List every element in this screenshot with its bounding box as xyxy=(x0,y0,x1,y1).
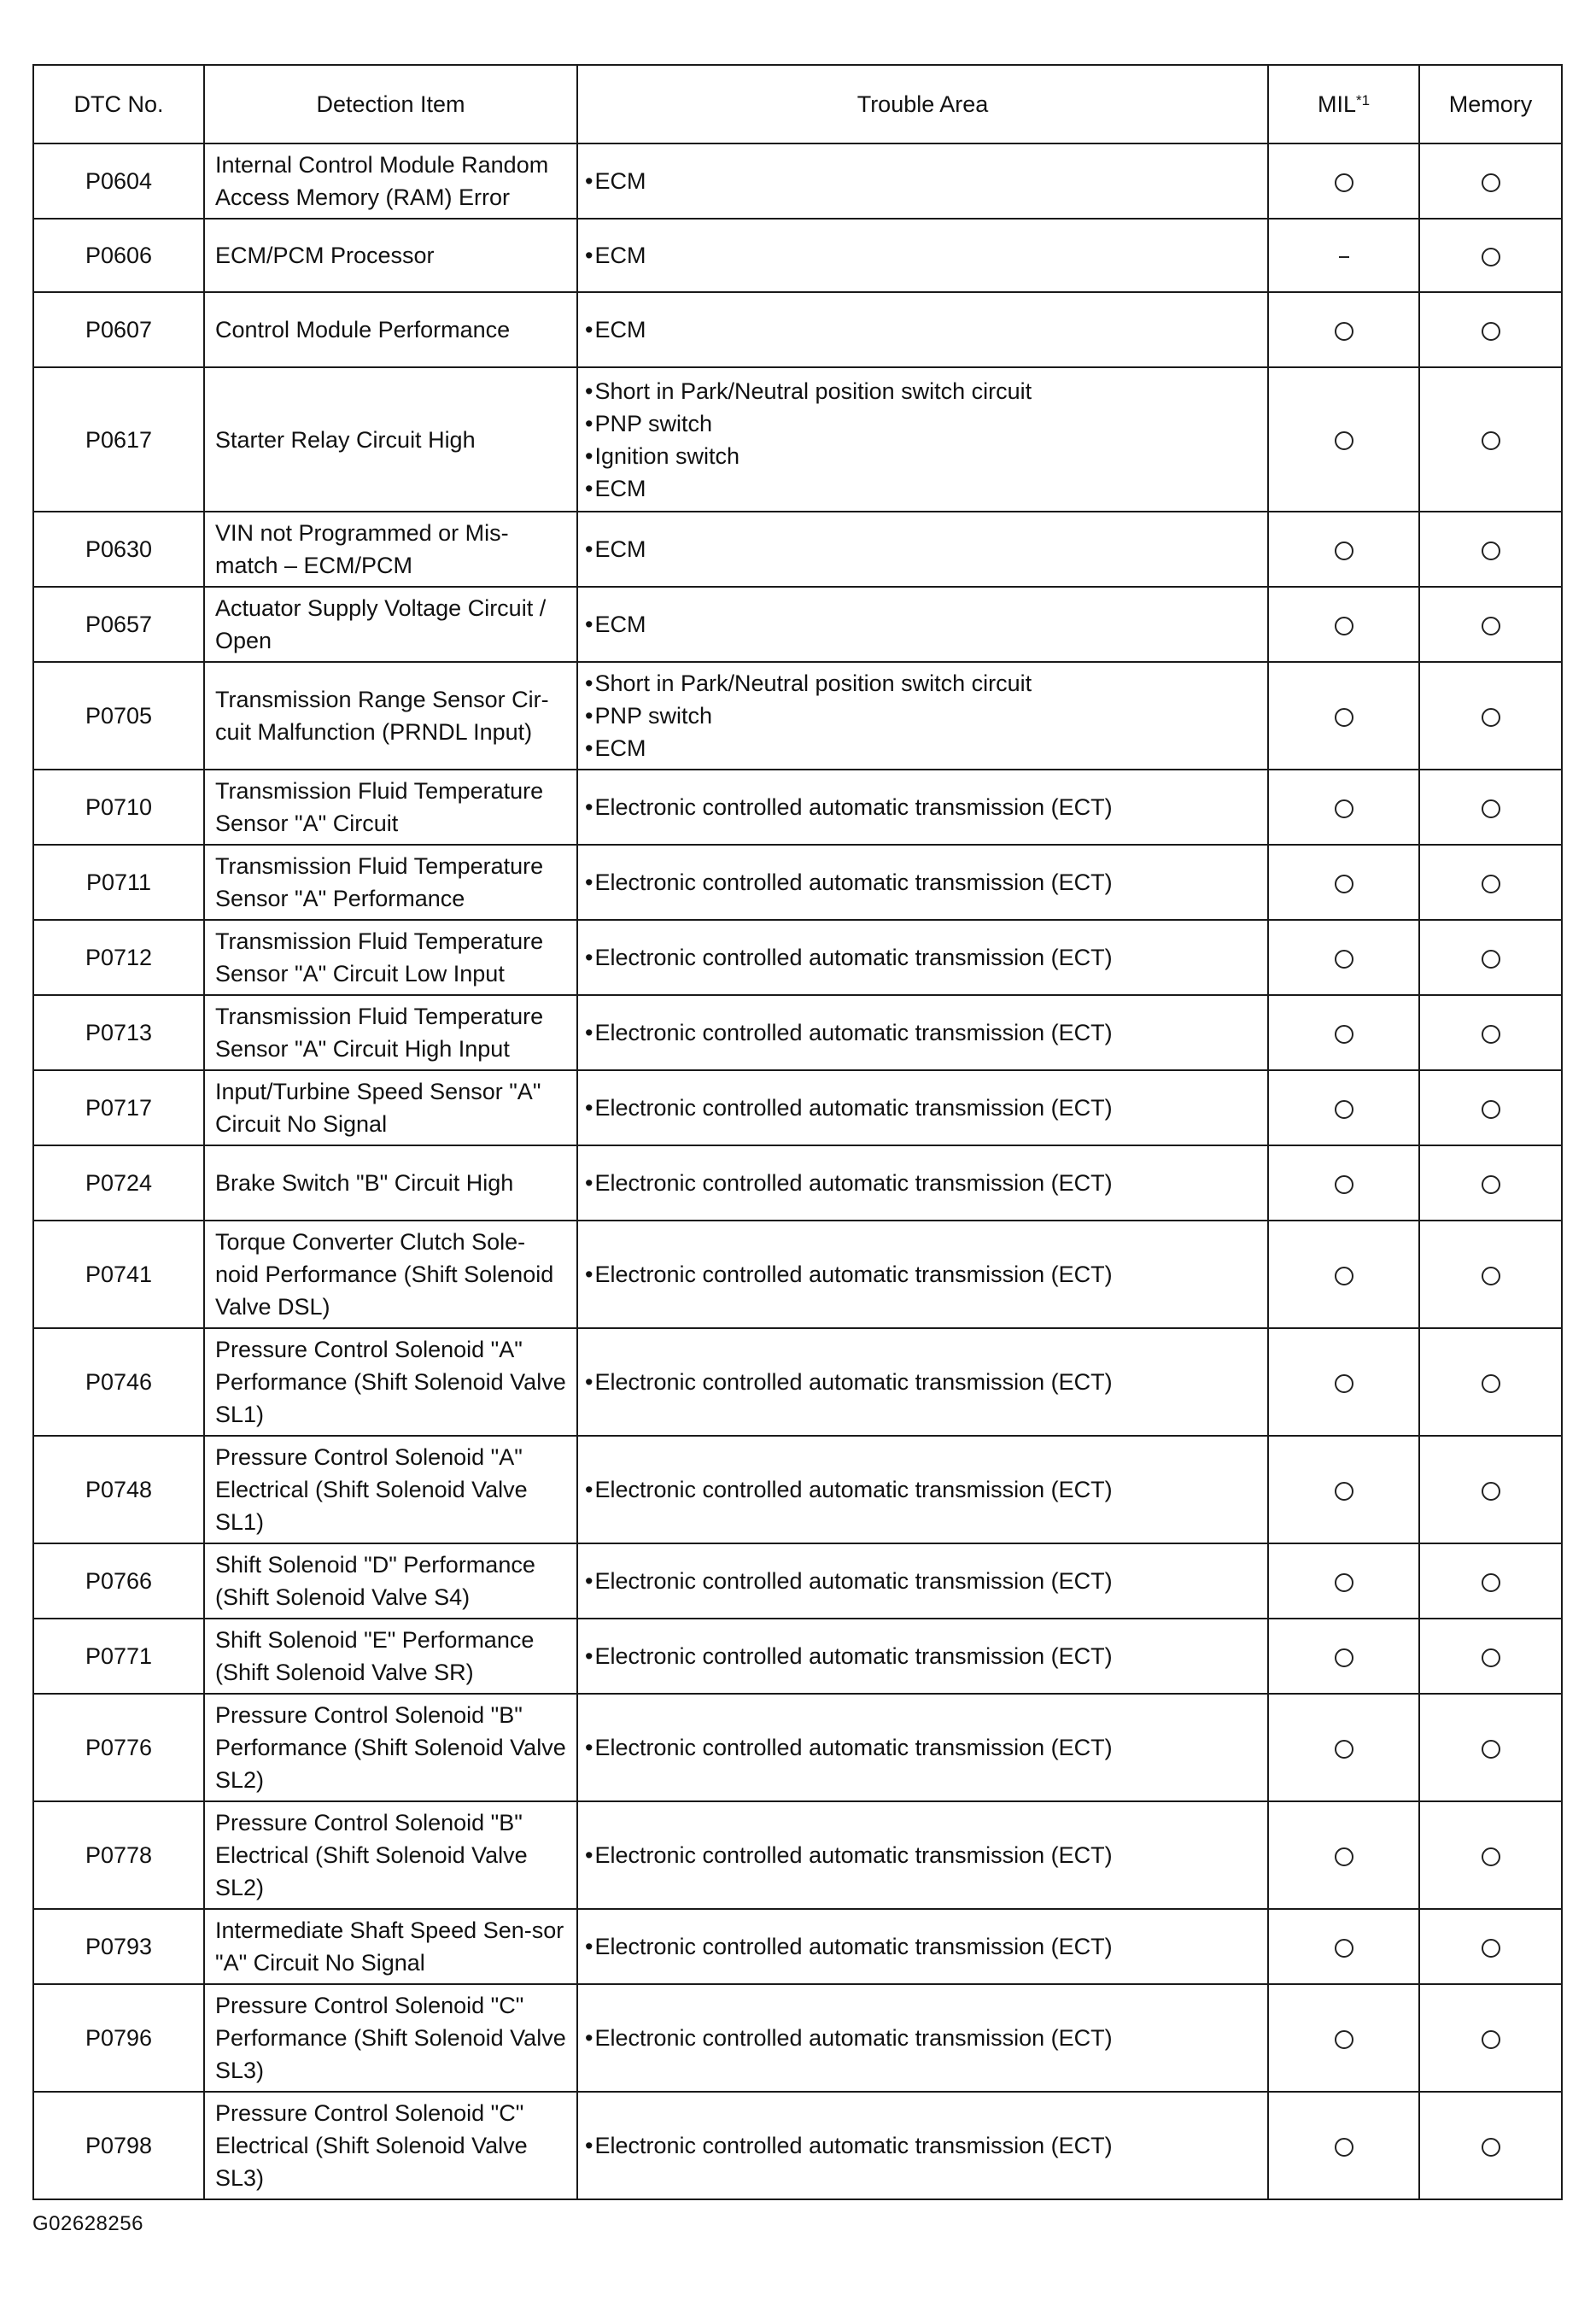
dtc-code-cell: P0717 xyxy=(33,1070,204,1145)
circle-mark-icon xyxy=(1335,1482,1353,1501)
trouble-area-item: • Electronic controlled automatic transmission (ECT) xyxy=(585,2129,1260,2162)
circle-mark-icon xyxy=(1482,2138,1500,2157)
trouble-area-cell xyxy=(577,219,1268,292)
trouble-area-item: • ECM xyxy=(585,533,1260,565)
circle-mark-icon xyxy=(1335,322,1353,341)
trouble-area-cell xyxy=(577,920,1268,995)
circle-mark-icon xyxy=(1335,1175,1353,1194)
table-row xyxy=(33,1694,1562,1801)
trouble-area-cell xyxy=(577,2092,1268,2199)
circle-mark-icon xyxy=(1482,1648,1500,1667)
circle-mark-icon xyxy=(1482,1573,1500,1592)
circle-mark-icon xyxy=(1335,1025,1353,1044)
dtc-code-cell: P0766 xyxy=(33,1543,204,1619)
trouble-area-item: • Electronic controlled automatic transmission (ECT) xyxy=(585,1366,1260,1398)
table-row xyxy=(33,995,1562,1070)
trouble-area-item: • Electronic controlled automatic transmission (ECT) xyxy=(585,866,1260,899)
mil-cell xyxy=(1268,587,1419,662)
dtc-code-cell: P0711 xyxy=(33,845,204,920)
detection-item-cell: Brake Switch "B" Circuit High xyxy=(204,1145,577,1221)
detection-item-cell: Transmission Fluid Temperature Sensor "A" Circuit xyxy=(204,770,577,845)
trouble-area-item: • Electronic controlled automatic transmission (ECT) xyxy=(585,1258,1260,1291)
trouble-area-item: • Electronic controlled automatic transmission (ECT) xyxy=(585,1930,1260,1963)
detection-item-cell: Input/Turbine Speed Sensor "A" Circuit No Signal xyxy=(204,1070,577,1145)
trouble-area-item: • PNP switch xyxy=(585,407,1260,440)
circle-mark-icon xyxy=(1335,1374,1353,1393)
mil-cell xyxy=(1268,770,1419,845)
trouble-area-cell xyxy=(577,512,1268,587)
memory-cell xyxy=(1419,512,1562,587)
memory-cell xyxy=(1419,1694,1562,1801)
detection-item-cell: Pressure Control Solenoid "B" Electrical (Shift Solenoid Valve SL2) xyxy=(204,1801,577,1909)
circle-mark-icon xyxy=(1482,173,1500,192)
header-trouble-area: Trouble Area xyxy=(577,65,1268,143)
detection-item-cell: Internal Control Module Random Access Memory (RAM) Error xyxy=(204,143,577,219)
memory-cell xyxy=(1419,995,1562,1070)
memory-cell xyxy=(1419,662,1562,770)
detection-item-cell: Control Module Performance xyxy=(204,292,577,367)
mil-cell xyxy=(1268,662,1419,770)
trouble-area-cell xyxy=(577,1619,1268,1694)
circle-mark-icon xyxy=(1335,875,1353,893)
trouble-area-item: • Electronic controlled automatic transmission (ECT) xyxy=(585,1473,1260,1506)
trouble-area-item: • ECM xyxy=(585,608,1260,641)
trouble-area-item: • Electronic controlled automatic transmission (ECT) xyxy=(585,1640,1260,1672)
header-detection-item: Detection Item xyxy=(204,65,577,143)
dtc-code-cell: P0713 xyxy=(33,995,204,1070)
trouble-area-cell xyxy=(577,143,1268,219)
mil-cell xyxy=(1268,367,1419,512)
detection-item-cell: Torque Converter Clutch Sole-noid Performance (Shift Solenoid Valve DSL) xyxy=(204,1221,577,1328)
trouble-area-item: • Electronic controlled automatic transmission (ECT) xyxy=(585,791,1260,823)
dtc-code-cell: P0748 xyxy=(33,1436,204,1543)
circle-mark-icon xyxy=(1335,1847,1353,1866)
memory-cell xyxy=(1419,219,1562,292)
dtc-code-cell: P0712 xyxy=(33,920,204,995)
mil-cell xyxy=(1268,1984,1419,2092)
mil-cell xyxy=(1268,1145,1419,1221)
detection-item-cell: Pressure Control Solenoid "C" Performance (Shift Solenoid Valve SL3) xyxy=(204,1984,577,2092)
mil-cell xyxy=(1268,845,1419,920)
trouble-area-cell xyxy=(577,1436,1268,1543)
detection-item-cell: Transmission Fluid Temperature Sensor "A" Circuit High Input xyxy=(204,995,577,1070)
table-row xyxy=(33,1619,1562,1694)
dtc-table xyxy=(32,64,1563,2200)
circle-mark-icon xyxy=(1482,1175,1500,1194)
trouble-area-item: • ECM xyxy=(585,313,1260,346)
dtc-code-cell: P0617 xyxy=(33,367,204,512)
circle-mark-icon xyxy=(1482,1939,1500,1958)
detection-item-cell: Transmission Range Sensor Cir-cuit Malfunction (PRNDL Input) xyxy=(204,662,577,770)
header-memory: Memory xyxy=(1419,65,1562,143)
trouble-area-item: • Electronic controlled automatic transmission (ECT) xyxy=(585,2022,1260,2054)
trouble-area-item: • ECM xyxy=(585,239,1260,272)
detection-item-cell: Pressure Control Solenoid "A" Electrical (Shift Solenoid Valve SL1) xyxy=(204,1436,577,1543)
circle-mark-icon xyxy=(1482,799,1500,818)
mil-cell xyxy=(1268,1619,1419,1694)
detection-item-cell: Transmission Fluid Temperature Sensor "A" Circuit Low Input xyxy=(204,920,577,995)
trouble-area-cell xyxy=(577,587,1268,662)
detection-item-cell: Transmission Fluid Temperature Sensor "A" Performance xyxy=(204,845,577,920)
circle-mark-icon xyxy=(1335,708,1353,727)
memory-cell xyxy=(1419,143,1562,219)
trouble-area-cell xyxy=(577,995,1268,1070)
circle-mark-icon xyxy=(1335,1939,1353,1958)
circle-mark-icon xyxy=(1482,248,1500,266)
table-header-row xyxy=(33,65,1562,143)
mil-cell xyxy=(1268,219,1419,292)
memory-cell xyxy=(1419,1619,1562,1694)
table-row xyxy=(33,143,1562,219)
table-row xyxy=(33,219,1562,292)
trouble-area-item: • ECM xyxy=(585,732,1260,764)
circle-mark-icon xyxy=(1482,875,1500,893)
table-row xyxy=(33,1221,1562,1328)
table-body xyxy=(33,143,1562,2199)
memory-cell xyxy=(1419,1801,1562,1909)
trouble-area-cell xyxy=(577,1543,1268,1619)
trouble-area-item: • Electronic controlled automatic transmission (ECT) xyxy=(585,1565,1260,1597)
header-mil xyxy=(1268,65,1419,143)
dtc-code-cell: P0606 xyxy=(33,219,204,292)
table-row xyxy=(33,920,1562,995)
circle-mark-icon xyxy=(1335,1267,1353,1285)
table-row xyxy=(33,1145,1562,1221)
table-row xyxy=(33,1909,1562,1984)
circle-mark-icon xyxy=(1482,617,1500,635)
mil-cell xyxy=(1268,1909,1419,1984)
detection-item-cell: Intermediate Shaft Speed Sen-sor "A" Circuit No Signal xyxy=(204,1909,577,1984)
mil-cell xyxy=(1268,143,1419,219)
table-row xyxy=(33,1984,1562,2092)
detection-item-cell: Actuator Supply Voltage Circuit / Open xyxy=(204,587,577,662)
table-row xyxy=(33,845,1562,920)
circle-mark-icon xyxy=(1482,1847,1500,1866)
table-row xyxy=(33,2092,1562,2199)
circle-mark-icon xyxy=(1335,1573,1353,1592)
circle-mark-icon xyxy=(1482,1267,1500,1285)
memory-cell xyxy=(1419,770,1562,845)
memory-cell xyxy=(1419,1543,1562,1619)
circle-mark-icon xyxy=(1482,431,1500,450)
figure-id: G02628256 xyxy=(32,2212,143,2235)
trouble-area-item: • Electronic controlled automatic transmission (ECT) xyxy=(585,1839,1260,1871)
memory-cell xyxy=(1419,1328,1562,1436)
table-row xyxy=(33,1328,1562,1436)
trouble-area-cell xyxy=(577,662,1268,770)
circle-mark-icon xyxy=(1335,542,1353,560)
memory-cell xyxy=(1419,845,1562,920)
mil-cell xyxy=(1268,920,1419,995)
table-row xyxy=(33,292,1562,367)
trouble-area-cell xyxy=(577,1984,1268,2092)
trouble-area-cell xyxy=(577,1328,1268,1436)
detection-item-cell: Shift Solenoid "D" Performance (Shift Solenoid Valve S4) xyxy=(204,1543,577,1619)
circle-mark-icon xyxy=(1482,542,1500,560)
circle-mark-icon xyxy=(1482,1482,1500,1501)
detection-item-cell: Shift Solenoid "E" Performance (Shift Solenoid Valve SR) xyxy=(204,1619,577,1694)
memory-cell xyxy=(1419,367,1562,512)
memory-cell xyxy=(1419,1070,1562,1145)
trouble-area-cell xyxy=(577,1801,1268,1909)
memory-cell xyxy=(1419,920,1562,995)
trouble-area-cell xyxy=(577,1909,1268,1984)
circle-mark-icon xyxy=(1335,617,1353,635)
circle-mark-icon xyxy=(1335,173,1353,192)
dtc-code-cell: P0778 xyxy=(33,1801,204,1909)
table-row xyxy=(33,1436,1562,1543)
header-mil-label: MIL xyxy=(1317,91,1356,117)
trouble-area-item: • ECM xyxy=(585,472,1260,505)
trouble-area-cell xyxy=(577,1694,1268,1801)
trouble-area-item: • PNP switch xyxy=(585,700,1260,732)
circle-mark-icon xyxy=(1335,431,1353,450)
table-row xyxy=(33,1543,1562,1619)
memory-cell xyxy=(1419,2092,1562,2199)
mil-cell xyxy=(1268,1436,1419,1543)
mil-cell xyxy=(1268,1221,1419,1328)
dtc-code-cell: P0724 xyxy=(33,1145,204,1221)
circle-mark-icon xyxy=(1335,1648,1353,1667)
circle-mark-icon xyxy=(1482,1100,1500,1119)
header-mil-footnote: *1 xyxy=(1355,92,1371,108)
circle-mark-icon xyxy=(1482,950,1500,969)
mil-cell xyxy=(1268,2092,1419,2199)
trouble-area-cell xyxy=(577,845,1268,920)
trouble-area-item: • Ignition switch xyxy=(585,440,1260,472)
trouble-area-cell xyxy=(577,1070,1268,1145)
mil-cell xyxy=(1268,1543,1419,1619)
trouble-area-item: • ECM xyxy=(585,165,1260,197)
memory-cell xyxy=(1419,1145,1562,1221)
mil-cell xyxy=(1268,1801,1419,1909)
circle-mark-icon xyxy=(1335,1740,1353,1759)
header-dtc-no: DTC No. xyxy=(33,65,204,143)
memory-cell xyxy=(1419,1436,1562,1543)
dtc-code-cell: P0630 xyxy=(33,512,204,587)
trouble-area-item: • Short in Park/Neutral position switch circuit xyxy=(585,375,1260,407)
dtc-code-cell: P0793 xyxy=(33,1909,204,1984)
circle-mark-icon xyxy=(1482,2030,1500,2049)
detection-item-cell: VIN not Programmed or Mis-match – ECM/PCM xyxy=(204,512,577,587)
dtc-code-cell: P0798 xyxy=(33,2092,204,2199)
trouble-area-item: • Electronic controlled automatic transmission (ECT) xyxy=(585,1167,1260,1199)
dtc-code-cell: P0776 xyxy=(33,1694,204,1801)
dtc-code-cell: P0741 xyxy=(33,1221,204,1328)
circle-mark-icon xyxy=(1482,1374,1500,1393)
memory-cell xyxy=(1419,292,1562,367)
mil-cell xyxy=(1268,1070,1419,1145)
memory-cell xyxy=(1419,1984,1562,2092)
circle-mark-icon xyxy=(1335,799,1353,818)
trouble-area-cell xyxy=(577,770,1268,845)
table-row xyxy=(33,512,1562,587)
dash-mark-icon xyxy=(1339,256,1349,258)
table-row xyxy=(33,1801,1562,1909)
table-row xyxy=(33,367,1562,512)
memory-cell xyxy=(1419,1221,1562,1328)
trouble-area-item: • Electronic controlled automatic transmission (ECT) xyxy=(585,941,1260,974)
mil-cell xyxy=(1268,995,1419,1070)
trouble-area-item: • Electronic controlled automatic transmission (ECT) xyxy=(585,1016,1260,1049)
dtc-code-cell: P0710 xyxy=(33,770,204,845)
dtc-table-sheet xyxy=(32,64,1561,2200)
trouble-area-cell xyxy=(577,292,1268,367)
dtc-code-cell: P0604 xyxy=(33,143,204,219)
trouble-area-cell xyxy=(577,1221,1268,1328)
circle-mark-icon xyxy=(1335,950,1353,969)
dtc-code-cell: P0771 xyxy=(33,1619,204,1694)
mil-cell xyxy=(1268,1694,1419,1801)
trouble-area-item: • Electronic controlled automatic transmission (ECT) xyxy=(585,1731,1260,1764)
detection-item-cell: Pressure Control Solenoid "C" Electrical (Shift Solenoid Valve SL3) xyxy=(204,2092,577,2199)
memory-cell xyxy=(1419,587,1562,662)
detection-item-cell: Pressure Control Solenoid "B" Performance (Shift Solenoid Valve SL2) xyxy=(204,1694,577,1801)
dtc-code-cell: P0657 xyxy=(33,587,204,662)
table-row xyxy=(33,1070,1562,1145)
trouble-area-item: • Short in Park/Neutral position switch circuit xyxy=(585,667,1260,700)
circle-mark-icon xyxy=(1482,1740,1500,1759)
circle-mark-icon xyxy=(1335,2138,1353,2157)
dtc-code-cell: P0796 xyxy=(33,1984,204,2092)
detection-item-cell: Starter Relay Circuit High xyxy=(204,367,577,512)
circle-mark-icon xyxy=(1482,1025,1500,1044)
table-row xyxy=(33,587,1562,662)
dtc-code-cell: P0607 xyxy=(33,292,204,367)
dtc-code-cell: P0705 xyxy=(33,662,204,770)
detection-item-cell: Pressure Control Solenoid "A" Performance (Shift Solenoid Valve SL1) xyxy=(204,1328,577,1436)
mil-cell xyxy=(1268,292,1419,367)
trouble-area-cell xyxy=(577,1145,1268,1221)
circle-mark-icon xyxy=(1482,708,1500,727)
trouble-area-cell xyxy=(577,367,1268,512)
mil-cell xyxy=(1268,512,1419,587)
circle-mark-icon xyxy=(1335,1100,1353,1119)
table-row xyxy=(33,770,1562,845)
circle-mark-icon xyxy=(1335,2030,1353,2049)
table-row xyxy=(33,662,1562,770)
trouble-area-item: • Electronic controlled automatic transmission (ECT) xyxy=(585,1092,1260,1124)
memory-cell xyxy=(1419,1909,1562,1984)
mil-cell xyxy=(1268,1328,1419,1436)
dtc-code-cell: P0746 xyxy=(33,1328,204,1436)
detection-item-cell: ECM/PCM Processor xyxy=(204,219,577,292)
circle-mark-icon xyxy=(1482,322,1500,341)
